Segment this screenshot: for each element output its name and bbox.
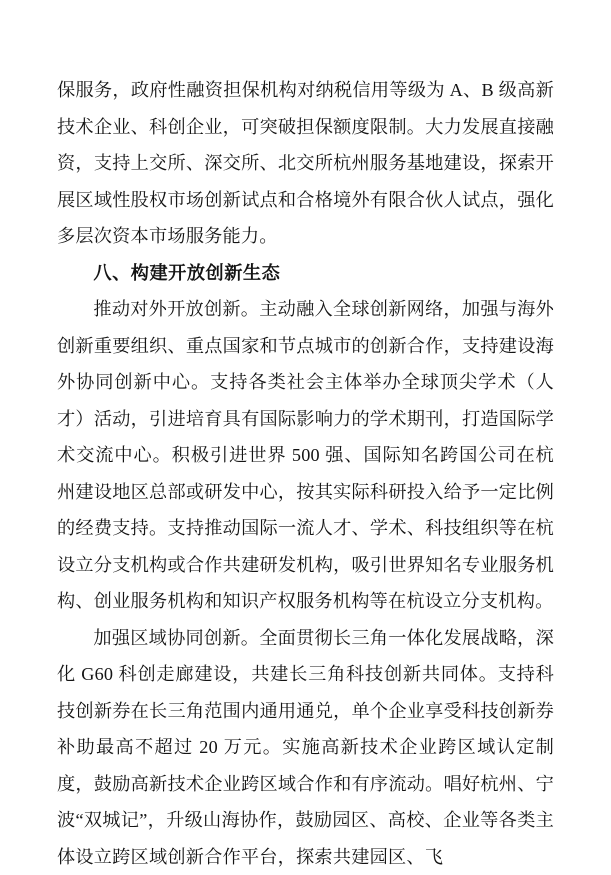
document-body: [57, 72, 554, 875]
section-heading-eight: 八、构建开放创新生态: [57, 255, 554, 292]
paragraph-open-innovation: 推动对外开放创新。主动融入全球创新网络，加强与海外创新重要组织、重点国家和节点城市的创新合作，支持建设海外协同创新中心。支持各类社会主体举办全球顶尖学术（人才）活动，引进培育具有国际影响力的学术期刊，打造国际学术交流中心。积极引进世界 500 强、国际知名跨国公司在杭州建设地区总部或研发中心，按其实际科研投入给予一定比例的经费支持。支持推动国际一流人才、学术、科技组织等在杭设立分支机构或合作共建研发机构，吸引世界知名专业服务机构、创业服务机构和知识产权服务机构等在杭设立分支机构。: [57, 291, 554, 620]
paragraph-regional-collaboration: 加强区域协同创新。全面贯彻长三角一体化发展战略，深化 G60 科创走廊建设，共建长三角科技创新共同体。支持科技创新券在长三角范围内通用通兑，单个企业享受科技创新券补助最高不超过 20 万元。实施高新技术企业跨区域认定制度，鼓励高新技术企业跨区域合作和有序流动。唱好杭州、宁波“双城记”，升级山海协作，鼓励园区、高校、企业等各类主体设立跨区域创新合作平台，探索共建园区、飞: [57, 620, 554, 875]
paragraph-continued: 保服务，政府性融资担保机构对纳税信用等级为 A、B 级高新技术企业、科创企业，可突破担保额度限制。大力发展直接融资，支持上交所、深交所、北交所杭州服务基地建设，探索开展区域性股权市场创新试点和合格境外有限合伙人试点，强化多层次资本市场服务能力。: [57, 72, 554, 255]
